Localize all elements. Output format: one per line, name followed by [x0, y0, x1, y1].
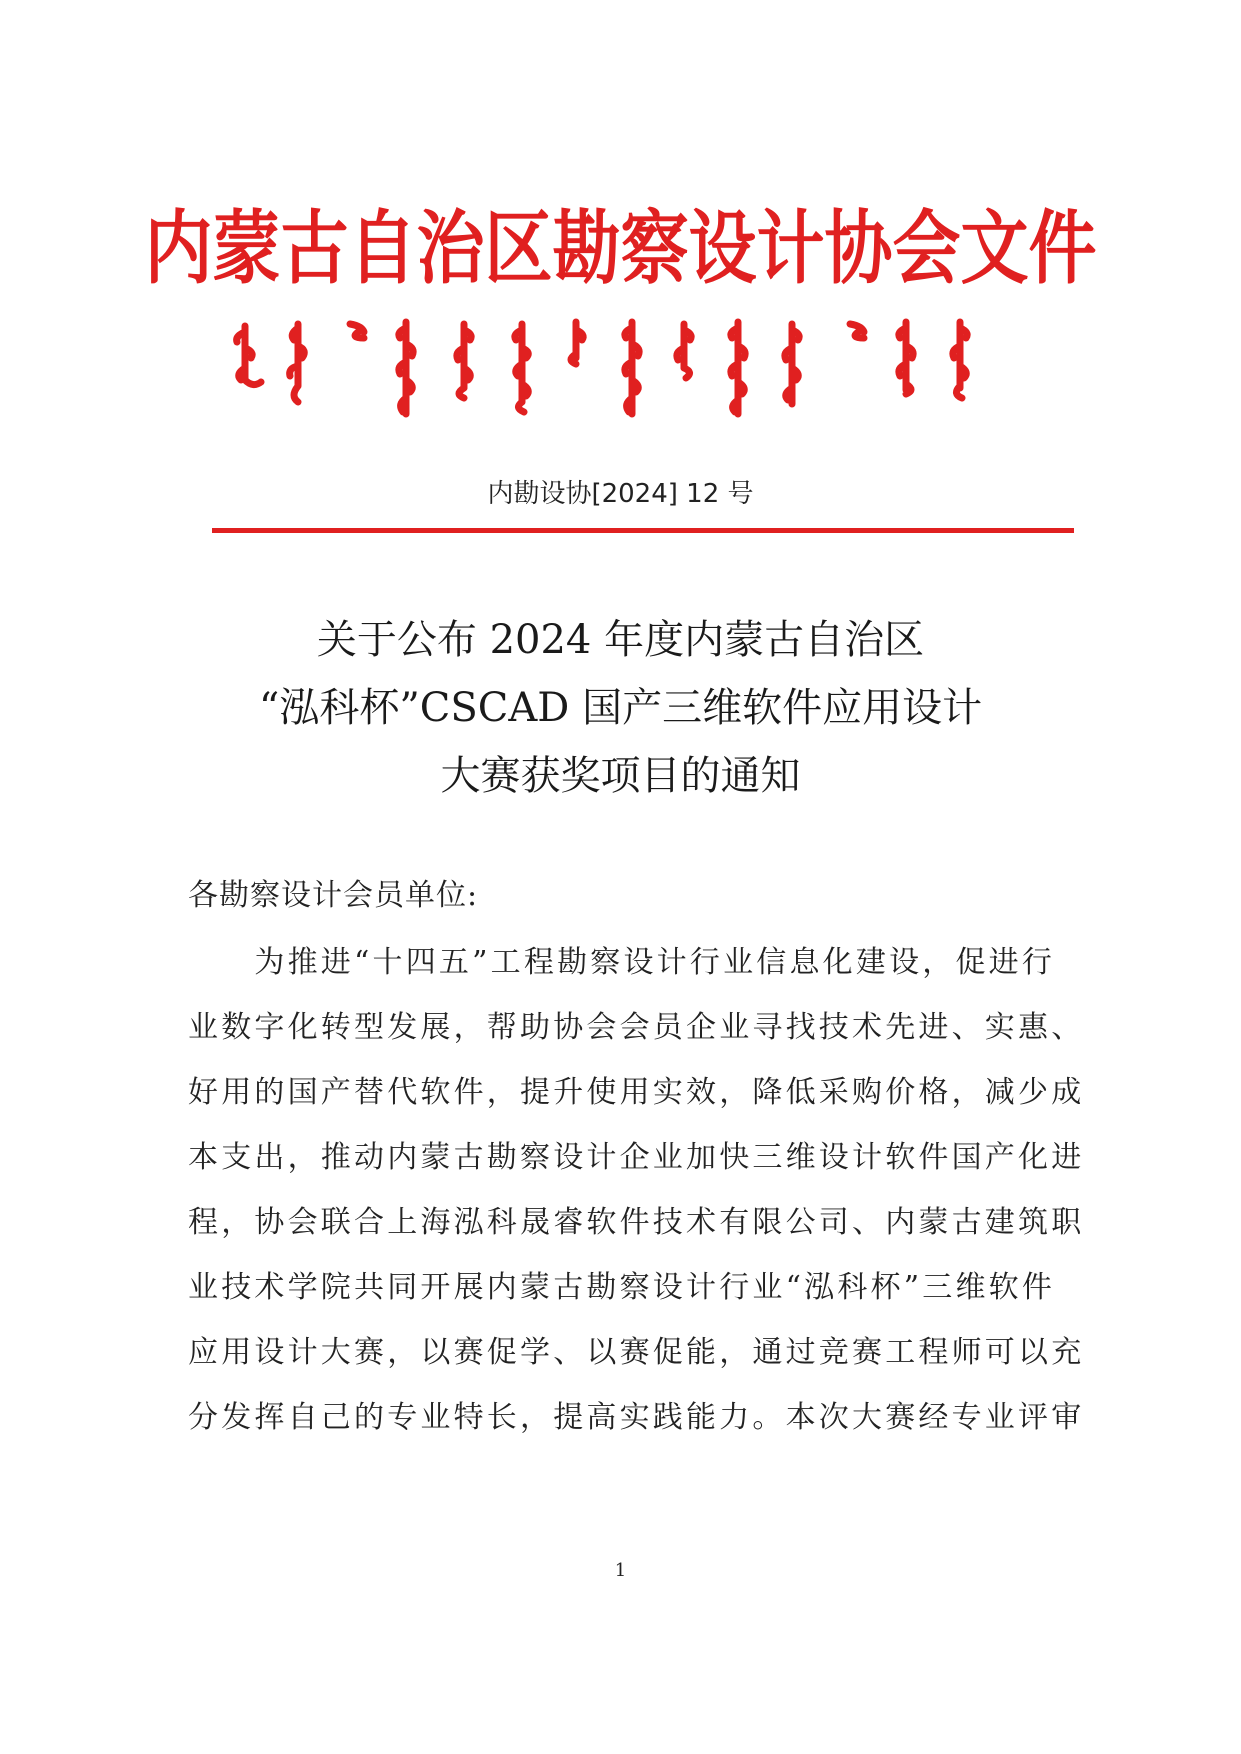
notice-title-line: “泓科杯”CSCAD 国产三维软件应用设计: [258, 685, 983, 731]
page-number: 1: [614, 1560, 627, 1581]
salutation: 各勘察设计会员单位:: [188, 878, 479, 913]
body-line: 业技术学院共同开展内蒙古勘察设计行业“泓科杯”三维软件: [188, 1270, 1056, 1305]
document-number: 内勘设协[2024] 12 号: [487, 479, 754, 509]
body-line: 好用的国产替代软件，提升使用实效，降低采购价格，减少成: [188, 1075, 1085, 1110]
body-line: 程，协会联合上海泓科晟睿软件技术有限公司、内蒙古建筑职: [188, 1205, 1085, 1240]
document-header-title: 内蒙古自治区勘察设计协会文件: [144, 203, 1097, 297]
body-line: 业数字化转型发展，帮助协会会员企业寻找技术先进、实惠、: [188, 1010, 1085, 1045]
notice-title: [160, 606, 1081, 810]
body-line: 分发挥自己的专业特长，提高实践能力。本次大赛经专业评审: [188, 1400, 1085, 1435]
body-line: 应用设计大赛，以赛促学、以赛促能，通过竞赛工程师可以充: [188, 1335, 1085, 1370]
notice-title-line: 大赛获奖项目的通知: [440, 753, 801, 799]
notice-title-line: 关于公布 2024 年度内蒙古自治区: [316, 617, 925, 663]
mongolian-script-header: [230, 318, 1040, 422]
body-line: 本支出，推动内蒙古勘察设计企业加快三维设计软件国产化进: [188, 1140, 1085, 1175]
body-line: 为推进“十四五”工程勘察设计行业信息化建设，促进行: [188, 945, 1056, 980]
header-divider: [212, 528, 1074, 533]
body-paragraph: [188, 938, 1088, 1458]
